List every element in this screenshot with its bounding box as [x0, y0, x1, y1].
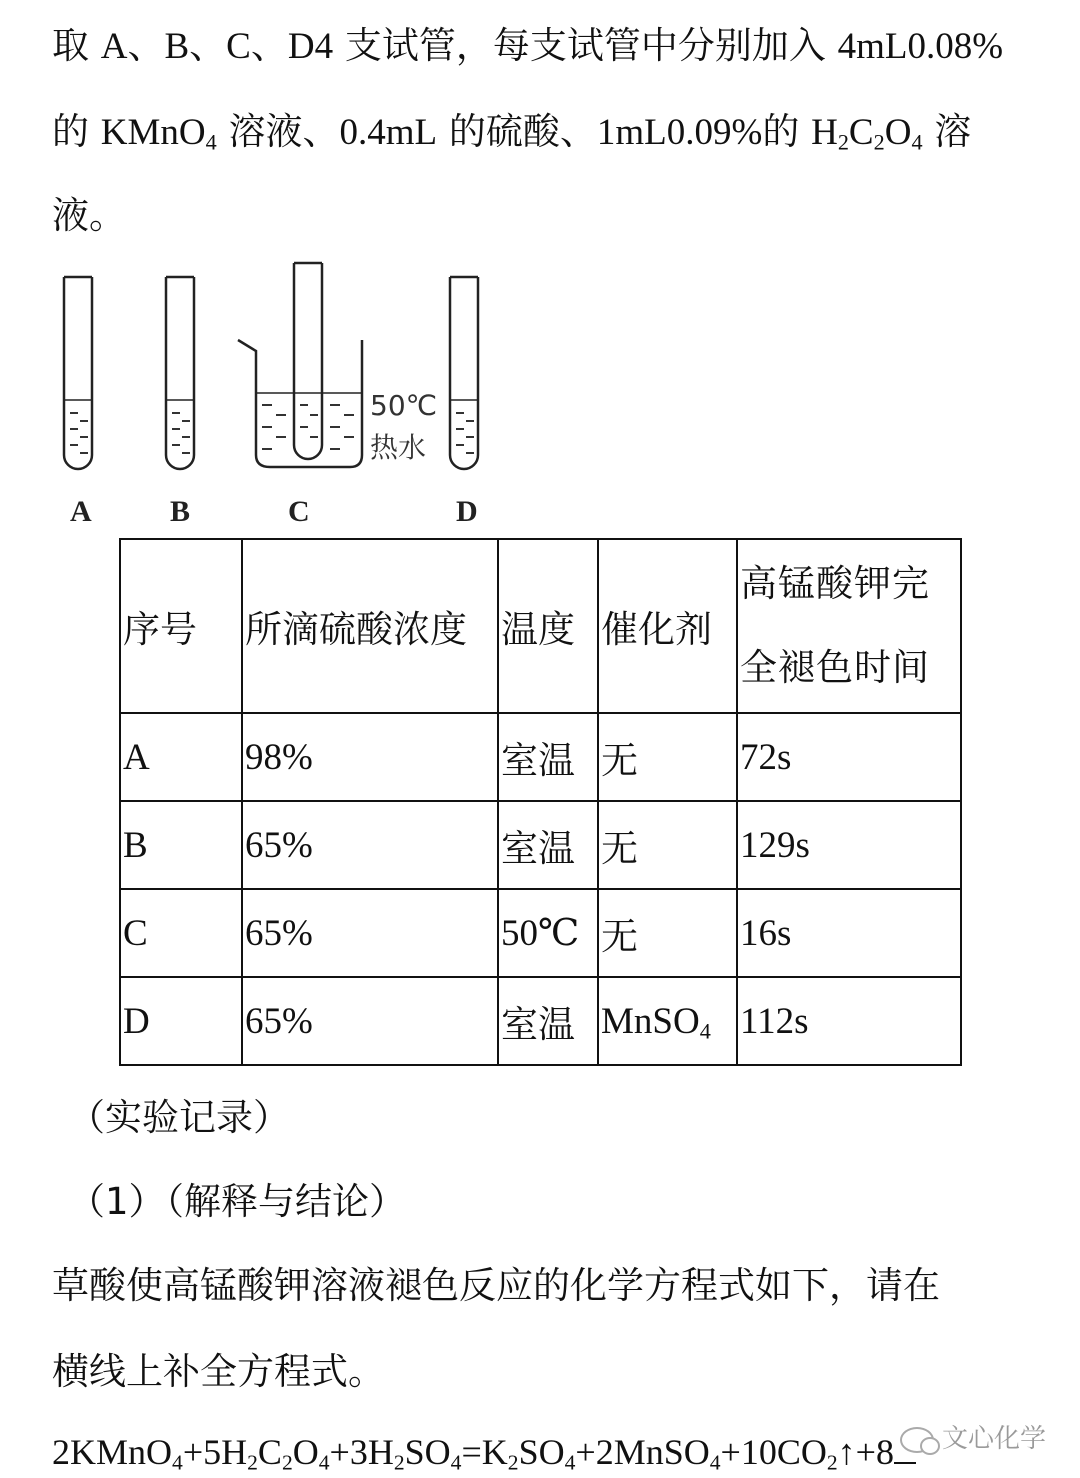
apparatus-illustration	[40, 255, 500, 530]
cell-time: 16s	[737, 889, 961, 977]
cell-id: D	[120, 977, 242, 1065]
watermark	[900, 1418, 1046, 1455]
intro-text: 的硫酸、	[437, 110, 597, 153]
intro-text: 取	[52, 24, 101, 67]
intro-line-2	[52, 110, 971, 155]
answer-blank	[894, 1462, 916, 1464]
results-table	[119, 538, 962, 1066]
chemical-equation: $2KMnO_4+5H_2C_2O_4+3H_2SO_4=K_2SO_4+2MnSO_4+10CO_2↑+8$	[52, 1430, 916, 1474]
intro-line-3	[52, 194, 126, 238]
test-tube-b	[166, 277, 194, 469]
table-row	[120, 801, 961, 889]
h2c2o4-formula: $H_2C_2O_4$	[811, 112, 923, 155]
header-cell: 催化剂	[598, 539, 737, 713]
intro-text: A、B、C、D4	[100, 26, 334, 67]
body-line-2: 横线上补全方程式。	[52, 1350, 385, 1393]
kmno4-formula: KMnO$_4$	[100, 112, 217, 155]
label-c: C	[288, 495, 310, 528]
cell-id: C	[120, 889, 242, 977]
intro-text: 液。	[52, 194, 126, 237]
annotation-hot-water: 热水	[370, 431, 427, 464]
label-b: B	[170, 495, 191, 528]
cell-time: 112s	[737, 977, 961, 1065]
cell-concentration: 65%	[242, 977, 498, 1065]
annotation-temperature: 50℃	[370, 389, 438, 422]
cell-temperature: 室温	[498, 801, 598, 889]
cell-catalyst: MnSO$_4$	[598, 977, 737, 1065]
section-experiment-record: （实验记录）	[68, 1096, 290, 1139]
header-cell: 序号	[120, 539, 242, 713]
test-tube-d	[450, 277, 478, 469]
cell-time: 72s	[737, 713, 961, 801]
cell-concentration: 98%	[242, 713, 498, 801]
header-cell: 所滴硫酸浓度	[242, 539, 498, 713]
table-row	[120, 977, 961, 1065]
intro-text: 溶液、	[216, 110, 340, 153]
body-line-1: 草酸使高锰酸钾溶液褪色反应的化学方程式如下，请在	[52, 1264, 940, 1307]
watermark-text: 文心化学	[942, 1424, 1047, 1454]
cell-temperature: 室温	[498, 977, 598, 1065]
header-cell: 高锰酸钾完全褪色时间	[737, 539, 961, 713]
test-tube-a	[64, 277, 92, 469]
cell-temperature: 室温	[498, 713, 598, 801]
intro-text: 的	[52, 110, 101, 153]
cell-time: 129s	[737, 801, 961, 889]
table-row	[120, 889, 961, 977]
intro-text: 支试管，每支试管中分别加入	[333, 24, 838, 67]
intro-text: 的	[762, 110, 812, 153]
cell-temperature: 50℃	[498, 889, 598, 977]
intro-text: 1mL0.09%	[596, 112, 763, 153]
cell-concentration: 65%	[242, 889, 498, 977]
table-row	[120, 713, 961, 801]
wechat-icon	[900, 1427, 934, 1453]
cell-id: A	[120, 713, 242, 801]
section-explanation: （1）（解释与结论）	[68, 1180, 407, 1223]
intro-text: 0.4mL	[339, 112, 438, 153]
beaker-c	[238, 263, 362, 467]
cell-catalyst: 无	[598, 713, 737, 801]
cell-catalyst: 无	[598, 889, 737, 977]
label-d: D	[456, 495, 478, 528]
cell-id: B	[120, 801, 242, 889]
cell-concentration: 65%	[242, 801, 498, 889]
intro-text: 溶	[922, 110, 972, 153]
header-cell: 温度	[498, 539, 598, 713]
intro-line-1	[52, 24, 1003, 69]
cell-catalyst: 无	[598, 801, 737, 889]
table-header-row	[120, 539, 961, 713]
label-a: A	[70, 495, 92, 528]
intro-text: 4mL0.08%	[837, 26, 1004, 67]
